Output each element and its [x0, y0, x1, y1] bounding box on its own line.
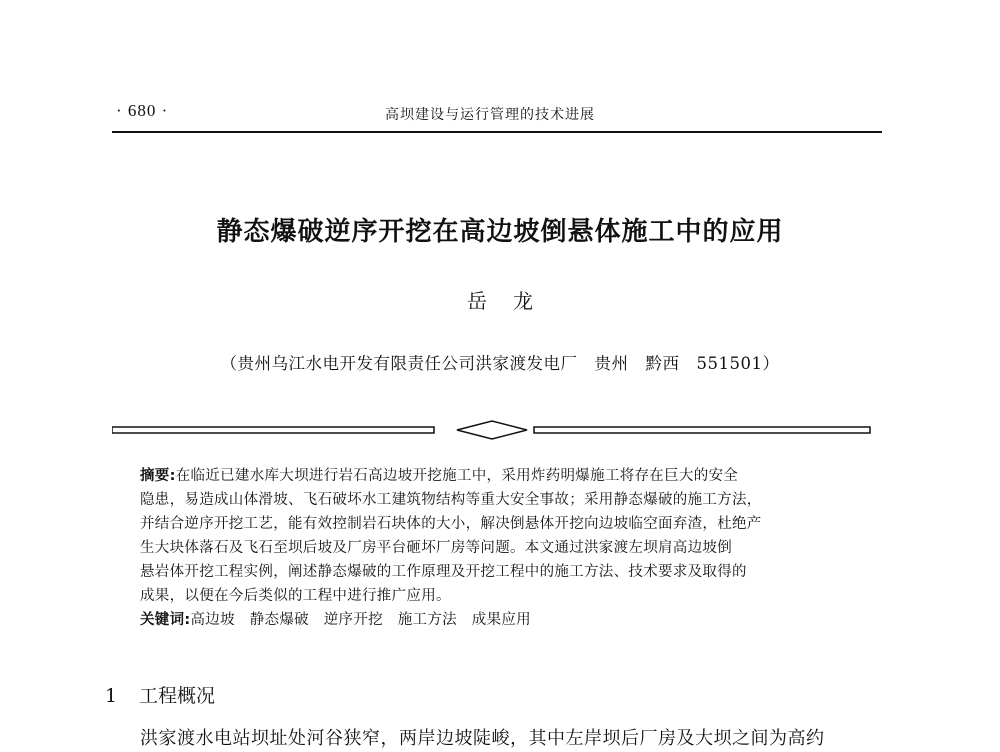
- keywords-label: 关键词:: [140, 612, 191, 628]
- author-name: 岳龙: [467, 289, 559, 313]
- keyword-item: 施工方法: [397, 612, 457, 628]
- divider-left-bar: [112, 427, 434, 433]
- ornamental-divider: [112, 420, 872, 440]
- keyword-item: 成果应用: [471, 612, 531, 628]
- page-number: · 680 ·: [116, 101, 169, 120]
- abstract-line-3: 并结合逆序开挖工艺，能有效控制岩石块体的大小，解决倒悬体开挖向边坡临空面弃渣，杜绝产: [140, 516, 762, 532]
- abstract-line-1: 摘要:在临近已建水库大坝进行岩石高边坡开挖施工中，采用炸药明爆施工将存在巨大的安全: [140, 468, 739, 484]
- keywords-line: [140, 608, 860, 632]
- article-title: 静态爆破逆序开挖在高边坡倒悬体施工中的应用: [216, 217, 784, 247]
- keyword-item: 静态爆破: [249, 612, 309, 628]
- running-header: 高坝建设与运行管理的技术进展: [385, 107, 595, 123]
- abstract-label: 摘要:: [140, 468, 176, 484]
- keyword-item: 逆序开挖: [323, 612, 383, 628]
- body-paragraph-line: 洪家渡水电站坝址处河谷狭窄，两岸边坡陡峻，其中左岸坝后厂房及大坝之间为高约: [140, 728, 825, 749]
- abstract-line-4: 生大块体落石及飞石至坝后坡及厂房平台砸坏厂房等问题。本文通过洪家渡左坝肩高边坡倒: [140, 540, 732, 556]
- abstract-line-6: 成果，以便在今后类似的工程中进行推广应用。: [140, 588, 451, 604]
- section-heading: [105, 681, 215, 708]
- section-number: 1: [105, 685, 118, 707]
- divider-right-bar: [534, 427, 870, 433]
- keyword-item: 高边坡: [190, 612, 235, 628]
- abstract-line-5: 悬岩体开挖工程实例，阐述静态爆破的工作原理及开挖工程中的施工方法、技术要求及取得的: [140, 564, 747, 580]
- author-affiliation: （贵州乌江水电开发有限责任公司洪家渡发电厂 贵州 黔西 551501）: [220, 354, 780, 373]
- abstract-line-2: 隐患，易造成山体滑坡、飞石破坏水工建筑物结构等重大安全事故；采用静态爆破的施工方法，: [140, 492, 762, 508]
- header-rule: [112, 131, 882, 133]
- divider-diamond: [457, 421, 527, 439]
- section-title: 工程概况: [139, 685, 216, 707]
